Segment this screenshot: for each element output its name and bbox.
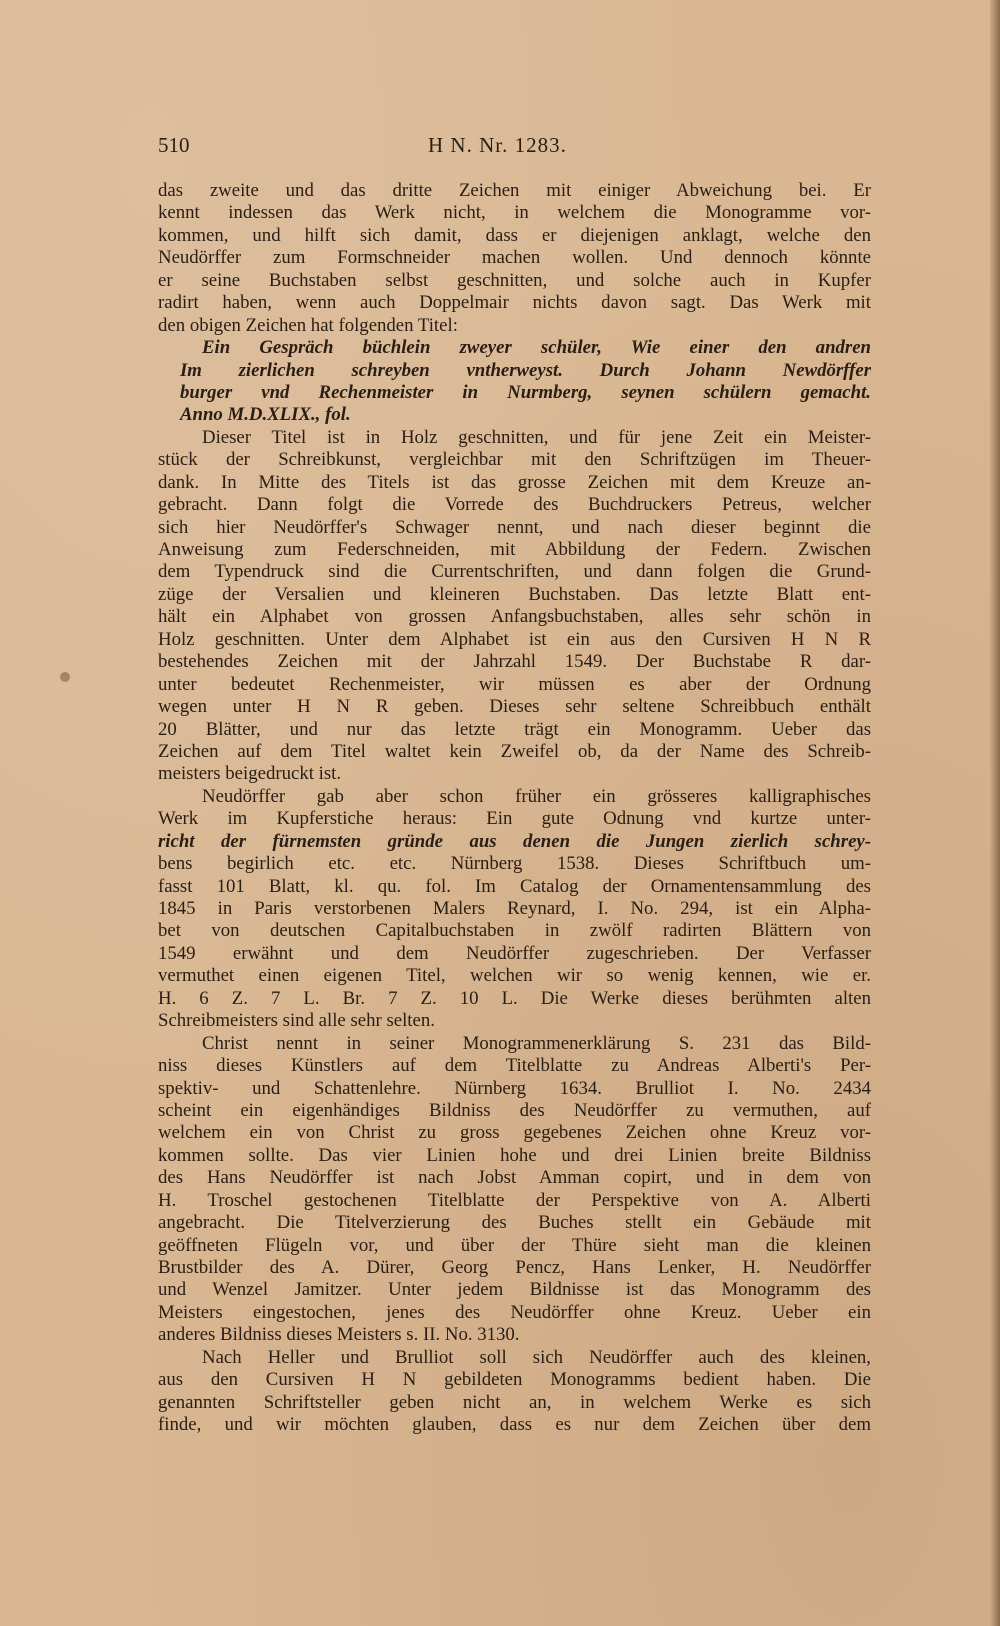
text-line: meisters beigedruckt ist. [158, 763, 342, 785]
text-line: züge der Versalien und kleineren Buchstaben. Das letzte Blatt ent- [158, 583, 871, 605]
text-line: stück der Schreibkunst, vergleichbar mit den Schriftzügen im Theuer- [158, 449, 871, 471]
page-number: 510 [158, 133, 190, 157]
text-line: spektiv- und Schattenlehre. Nürnberg 1634. Brulliot I. No. 2434 [158, 1077, 871, 1099]
text-line: Werk im Kupferstiche heraus: Ein gute Odnung vnd kurtze unter- [158, 808, 871, 830]
text-line: welchem ein von Christ zu gross gegebenes Zeichen ohne Kreuz vor- [158, 1122, 871, 1144]
text-line: kommen sollte. Das vier Linien hohe und drei Linien breite Bildniss [158, 1144, 871, 1166]
text-line: gebracht. Dann folgt die Vorrede des Buchdruckers Petreus, welcher [158, 494, 871, 516]
text-line: Schreibmeisters sind alle sehr selten. [158, 1010, 435, 1032]
text-line: anderes Bildniss dieses Meisters s. II. No. 3130. [158, 1324, 520, 1346]
text-line: genannten Schriftsteller geben nicht an, in welchem Werke es sich [158, 1391, 871, 1413]
text-line: bestehendes Zeichen mit der Jahrzahl 1549. Der Buchstabe R dar- [158, 651, 871, 673]
text-line: 1845 in Paris verstorbenen Malers Reynard, I. No. 294, ist ein Alpha- [158, 898, 871, 919]
text-line: unter bedeutet Rechenmeister, wir müssen es aber der Ordnung [158, 673, 871, 695]
text-line: Im zierlichen schreyben vntherweyst. Durch Johann Newdörffer [180, 359, 871, 381]
text-line: radirt haben, wenn auch Doppelmair nichts davon sagt. Das Werk mit [158, 292, 871, 314]
body-text [158, 180, 871, 1437]
text-line: hält ein Alphabet von grossen Anfangsbuchstaben, alles sehr schön in [158, 606, 871, 628]
text-line: Zeichen auf dem Titel waltet kein Zweifel ob, da der Name des Schreib- [158, 740, 871, 762]
text-line: und Wenzel Jamitzer. Unter jedem Bildnisse ist das Monogramm des [158, 1279, 871, 1301]
text-line: Christ nennt in seiner Monogrammenerklärung S. 231 das Bild- [202, 1032, 871, 1054]
text-line: Anno M.D.XLIX., fol. [180, 404, 351, 426]
text-line: bens begirlich etc. etc. Nürnberg 1538. Dieses Schriftbuch um- [158, 853, 871, 875]
text-line: kennt indessen das Werk nicht, in welchem die Monogramme vor- [158, 202, 871, 224]
text-line: vermuthet einen eigenen Titel, welchen wir so wenig kennen, wie er. [158, 965, 871, 987]
text-line: Nach Heller und Brulliot soll sich Neudörffer auch des kleinen, [202, 1346, 871, 1368]
foxing-spot [60, 672, 70, 682]
text-line: Neudörffer zum Formschneider machen wollen. Und dennoch könnte [158, 247, 871, 269]
text-line: Ein Gespräch büchlein zweyer schüler, Wie einer den andren [202, 337, 871, 359]
text-line: das zweite und das dritte Zeichen mit einiger Abweichung bei. Er [158, 180, 871, 201]
text-line: H. 6 Z. 7 L. Br. 7 Z. 10 L. Die Werke dieses berühmten alten [158, 987, 871, 1009]
text-line: Brustbilder des A. Dürer, Georg Pencz, Hans Lenker, H. Neudörffer [158, 1257, 871, 1278]
text-line: den obigen Zeichen hat folgenden Titel: [158, 314, 458, 336]
text-line: des Hans Neudörffer ist nach Jobst Amman copirt, und in dem von [158, 1167, 871, 1189]
text-line: richt der fürnemsten gründe aus denen die Jungen zierlich schrey- [158, 830, 871, 852]
running-header [158, 133, 878, 163]
text-line: scheint ein eigenhändiges Bildniss des Neudörffer zu vermuthen, auf [158, 1099, 871, 1121]
text-line: geöffneten Flügeln vor, und über der Thüre sieht man die kleinen [158, 1234, 871, 1256]
text-line: 20 Blätter, und nur das letzte trägt ein Monogramm. Ueber das [158, 718, 871, 740]
text-line: sich hier Neudörffer's Schwager nennt, und nach dieser beginnt die [158, 516, 871, 538]
text-line: aus den Cursiven H N gebildeten Monogramms bedient haben. Die [158, 1369, 871, 1391]
running-title: H N. Nr. 1283. [428, 133, 567, 157]
text-line: dank. In Mitte des Titels ist das grosse Zeichen mit dem Kreuze an- [158, 471, 871, 493]
text-line: kommen, und hilft sich damit, dass er diejenigen anklagt, welche den [158, 224, 871, 246]
text-line: burger vnd Rechenmeister in Nurmberg, seynen schülern gemacht. [180, 381, 871, 403]
text-line: niss dieses Künstlers auf dem Titelblatte zu Andreas Alberti's Per- [158, 1055, 871, 1077]
text-line: Holz geschnitten. Unter dem Alphabet ist ein aus den Cursiven H N R [158, 628, 871, 650]
text-line: er seine Buchstaben selbst geschnitten, und solche auch in Kupfer [158, 269, 871, 291]
text-line: angebracht. Die Titelverzierung des Buches stellt ein Gebäude mit [158, 1212, 871, 1234]
text-line: Neudörffer gab aber schon früher ein grösseres kalligraphisches [202, 785, 871, 807]
text-line: H. Troschel gestochenen Titelblatte der Perspektive von A. Alberti [158, 1189, 871, 1211]
text-line: Anweisung zum Federschneiden, mit Abbildung der Federn. Zwischen [158, 539, 871, 560]
text-line: dem Typendruck sind die Currentschriften, und dann folgen die Grund- [158, 561, 871, 583]
text-line: wegen unter H N R geben. Dieses sehr seltene Schreibbuch enthält [158, 696, 871, 718]
page-edge-shadow [990, 0, 1000, 1626]
text-line: bet von deutschen Capitalbuchstaben in zwölf radirten Blättern von [158, 920, 871, 942]
text-line: finde, und wir möchten glauben, dass es nur dem Zeichen über dem [158, 1414, 871, 1436]
text-line: fasst 101 Blatt, kl. qu. fol. Im Catalog der Ornamentensammlung des [158, 875, 871, 897]
text-line: Meisters eingestochen, jenes des Neudörffer ohne Kreuz. Ueber ein [158, 1301, 871, 1323]
text-line: Dieser Titel ist in Holz geschnitten, und für jene Zeit ein Meister- [202, 426, 871, 448]
text-line: 1549 erwähnt und dem Neudörffer zugeschrieben. Der Verfasser [158, 942, 871, 964]
